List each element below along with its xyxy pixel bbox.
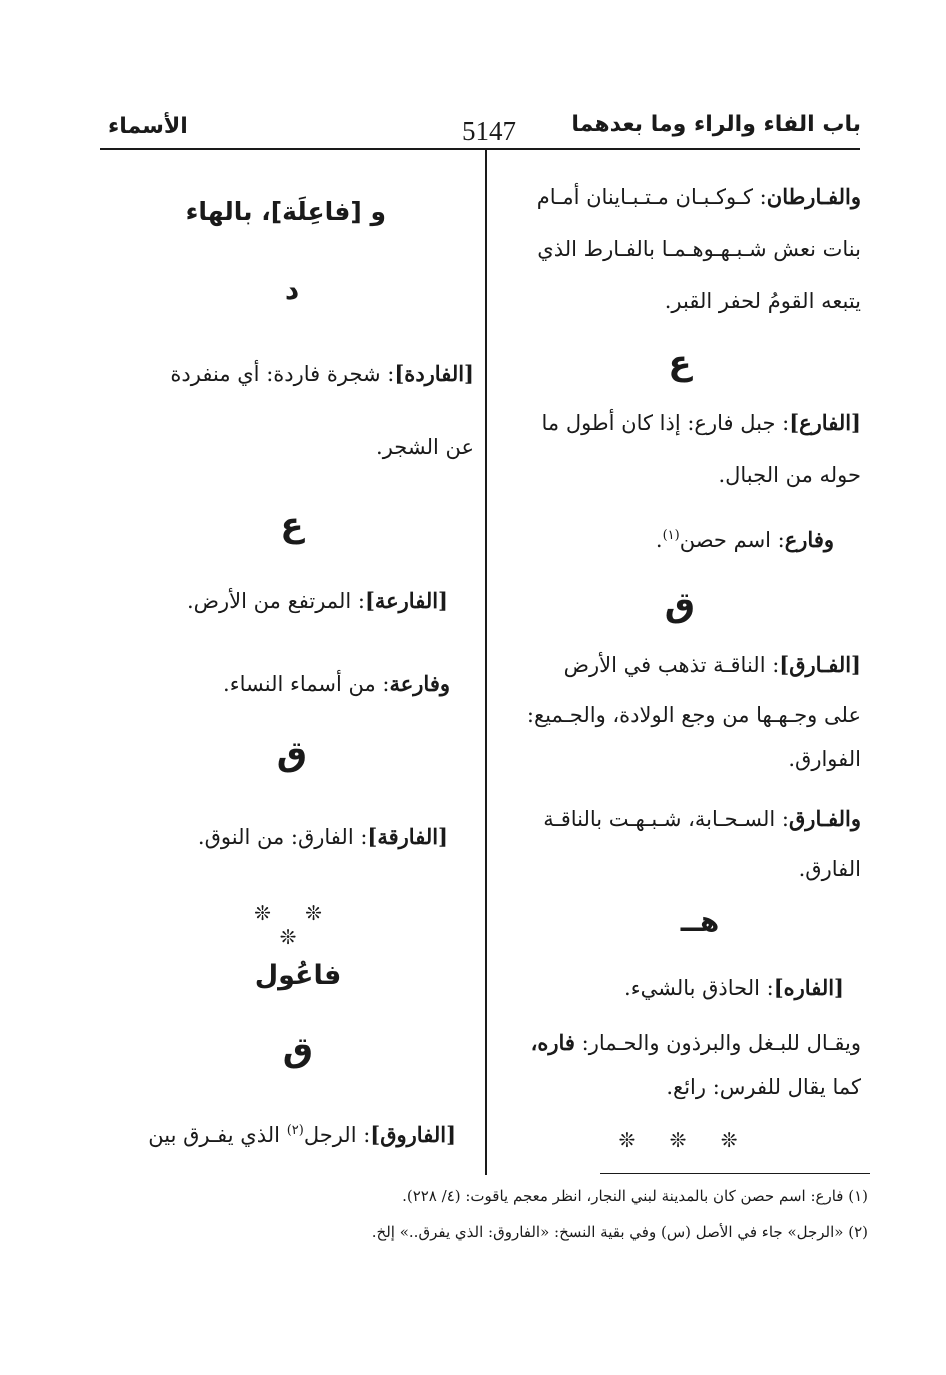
footnote-2: (٢) «الرجل» جاء في الأصل (س) وفي بقية النسخ: «الفاروق: الذي يفرق..» إلخ. [371, 1223, 868, 1241]
header-rule [100, 148, 860, 150]
heading-part-c: ]، بالهاء [185, 197, 283, 226]
entry-text: : الرجل [303, 1123, 371, 1147]
entry-head: [الفارقة] [367, 824, 448, 849]
left-p4-line1 [198, 824, 448, 850]
entry-text: : اسم حصن [679, 528, 785, 552]
entry-head: [الفاروق] [370, 1122, 456, 1147]
entry-text: : الناقـة تذهب في الأرض [563, 653, 780, 677]
entry-head: [الفارعة] [364, 588, 448, 613]
entry-end: . [655, 528, 663, 552]
right-p2-line2: حوله من الجبال. [718, 463, 861, 487]
entry-text: : شجرة فاردة: أي منفردة [170, 362, 395, 386]
entry-text: : الفارق: من النوق. [197, 825, 368, 849]
left-p1-line2: عن الشجر. [376, 435, 474, 459]
letter-heading-ain: ع [668, 343, 692, 383]
column-divider [485, 150, 487, 1175]
letter-heading-dal: د [284, 273, 300, 306]
right-p4-line1 [564, 652, 861, 678]
right-p7-line1 [531, 1030, 861, 1056]
right-p3-line1 [656, 527, 834, 553]
entry-head: وفارع [784, 527, 834, 552]
right-p4-line2: على وجـهـها من وجع الولادة، والجـميع: [526, 703, 861, 727]
left-p5-line1 [148, 1122, 456, 1148]
right-p1-line3: يتبعه القومُ لحفر القبر. [664, 289, 861, 313]
heading-part-b: فاعِلَة [282, 197, 351, 226]
entry-head: فاره، [530, 1030, 575, 1055]
entry-head: [الفارع] [789, 410, 861, 435]
heading-part-a: و [ [350, 197, 386, 226]
entry-head: وفارعة [389, 671, 450, 696]
entry-head: والفـارطان [766, 184, 861, 209]
left-p1-line1 [170, 361, 474, 387]
footnote-rule [600, 1173, 870, 1174]
right-p5-line1 [543, 806, 861, 832]
entry-head: [الفاردة] [394, 361, 474, 386]
letter-heading-qaf: ق [276, 734, 308, 774]
right-p7-line2: كما يقال للفرس: رائع. [666, 1075, 861, 1099]
letter-heading-ain: ع [280, 505, 304, 545]
pattern-heading-faul: فاعُول [254, 960, 342, 991]
entry-text: : كـوكـبـان مـتـبـاينان أمـام [536, 185, 767, 209]
entry-text: : من أسماء النساء. [223, 672, 390, 696]
entry-text: : الحاذق بالشيء. [624, 976, 774, 1000]
right-p6-line1 [624, 975, 844, 1001]
letter-heading-qaf: ق [664, 585, 696, 625]
entry-head: والفـارق [789, 806, 861, 831]
section-separator-stars: ❊ ❊ ❊ [618, 1128, 752, 1152]
right-p4-line3: الفوارق. [788, 747, 861, 771]
left-heading-faila [186, 197, 386, 226]
entry-end: الذي يفـرق بين [148, 1123, 280, 1147]
letter-heading-ha: هــ [680, 905, 720, 938]
right-p1-line1 [537, 184, 861, 210]
letter-heading-qaf-2: ق [282, 1030, 314, 1070]
chapter-title: باب الفاء والراء وما بعدهما [571, 112, 861, 137]
right-p2-line1 [542, 410, 862, 436]
left-p2-line1 [187, 588, 448, 614]
section-separator-stars: ❊ ❊ ❊ [254, 901, 336, 949]
footnote-ref-2[interactable]: (٢) [286, 1123, 304, 1138]
left-p3-line1 [223, 671, 450, 697]
section-title: الأسماء [108, 114, 188, 139]
entry-text: ويقـال للبـغل والبرذون والحـمار: [581, 1031, 861, 1055]
right-p5-line2: الفارق. [798, 857, 861, 881]
right-p1-line2: بنات نعش شـبـهـوهـمـا بالفـارط الذي [537, 237, 861, 261]
page-number: 5147 [462, 116, 516, 146]
entry-text: : السـحـابة، شـبـهـت بالناقـة [543, 807, 790, 831]
footnote-ref-1[interactable]: (١) [662, 528, 680, 543]
entry-head: [الفـارق] [779, 652, 861, 677]
entry-text: : المرتفع من الأرض. [186, 589, 365, 613]
footnote-1: (١) فارع: اسم حصن كان بالمدينة لبني النجار، انظر معجم ياقوت: (٤/ ٢٢٨). [402, 1187, 868, 1205]
entry-text: : جبل فارع: إذا كان أطول ما [541, 411, 790, 435]
entry-head: [الفاره] [773, 975, 844, 1000]
